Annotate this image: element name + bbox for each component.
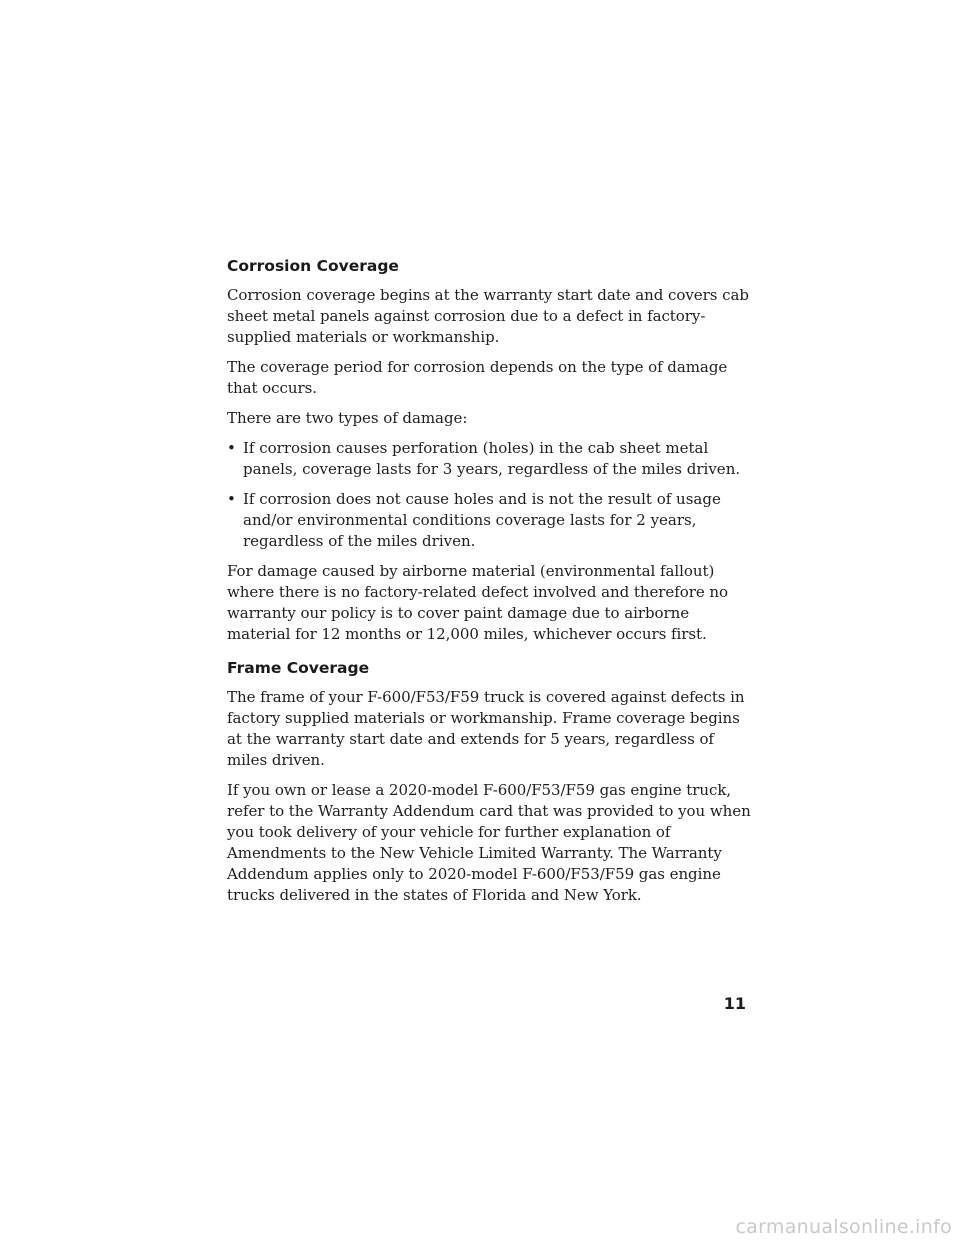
page-number: 11 (723, 994, 746, 1013)
list-item (227, 438, 757, 480)
bullet-icon: • (227, 490, 236, 508)
corrosion-paragraph-4: For damage caused by airborne material (environmental fallout) where there is no factory-related defect involved and therefore no warranty our policy is to cover paint damage due to airborne material for 12 months or 12,000 miles, whichever occurs first. (227, 562, 728, 643)
corrosion-paragraph-3: There are two types of damage: (227, 409, 468, 427)
watermark: carmanualsonline.info (735, 1216, 952, 1238)
corrosion-paragraph-1: Corrosion coverage begins at the warranty start date and covers cab sheet metal panels against corrosion due to a defect in factory-supplied materials or workmanship. (227, 286, 749, 346)
bullet-icon: • (227, 439, 236, 457)
page-content (227, 255, 757, 915)
frame-paragraph-2: If you own or lease a 2020-model F-600/F53/F59 gas engine truck, refer to the Warranty Addendum card that was provided to you when you took delivery of your vehicle for further explanation of Amendments to the New Vehicle Limited Warranty. The Warranty Addendum applies only to 2020-model F-600/F53/F59 gas engine trucks delivered in the states of Florida and New York. (227, 781, 751, 904)
damage-types-list (227, 438, 757, 552)
corrosion-paragraph-2: The coverage period for corrosion depends on the type of damage that occurs. (227, 358, 728, 397)
list-item-text: If corrosion does not cause holes and is not the result of usage and/or environmental conditions coverage lasts for 2 years, regardless of the miles driven. (243, 490, 721, 550)
corrosion-coverage-heading: Corrosion Coverage (227, 257, 399, 275)
frame-paragraph-1: The frame of your F-600/F53/F59 truck is covered against defects in factory supplied materials or workmanship. Frame coverage begins at the warranty start date and extends for 5 years, regardless of miles driven. (227, 688, 745, 769)
list-item-text: If corrosion causes perforation (holes) in the cab sheet metal panels, coverage lasts for 3 years, regardless of the miles driven. (243, 439, 741, 478)
list-item (227, 489, 757, 552)
frame-coverage-heading: Frame Coverage (227, 659, 370, 677)
